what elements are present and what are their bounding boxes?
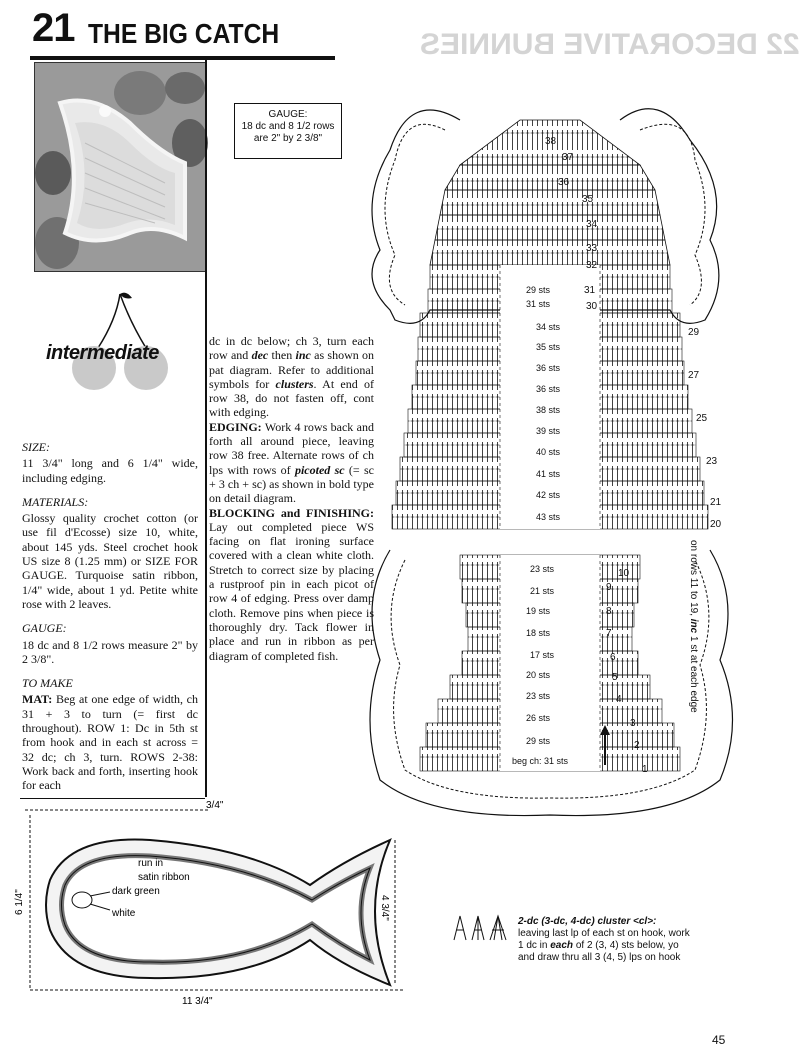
legend-text-2: of 2 (3, 4) sts below, yo and draw thru all 3 (4, 5) lps on hook <box>518 940 681 963</box>
diagram-sts-label: 21 sts <box>530 586 555 596</box>
inc-term: inc <box>295 348 311 363</box>
page-number: 45 <box>712 1033 726 1047</box>
ribbon-label-2: satin ribbon <box>138 872 190 883</box>
diagram-sts-label: 35 sts <box>536 342 561 352</box>
materials-text: Glossy quality crochet cotton (or use fil d'Ecosse) size 10, white, about 145 yds. Steel crochet hook US size 8 (1.25 mm) or SIZE FOR GAUGE. Turquoise satin ribbon, 1/4" wide, about 1 yd. Petite white rose with 2 leaves. <box>22 511 198 611</box>
diagram-sts-label: 36 sts <box>536 384 561 394</box>
size-heading: SIZE: <box>22 440 50 454</box>
legend-text-1: leaving last lp of each st on hook, work 1 dc in <box>518 928 690 951</box>
photo-illustration <box>35 63 205 271</box>
diagram-row-label: 2 <box>634 740 640 751</box>
diagram-row-label: 25 <box>696 413 708 424</box>
diagram-sts-label: 23 sts <box>530 564 555 574</box>
instr-text-2: then <box>271 348 293 363</box>
pattern-number: 21 <box>32 6 75 50</box>
mat-text: Beg at one edge of width, ch 31 + 3 to turn (= first dc throughout). ROW 1: Dc in 5th st from hook and in each st across = 32 dc; ch 3, turn. ROWS 2-38: Work back and forth, inserting hook for each <box>22 692 199 793</box>
mat-paragraph <box>22 692 198 792</box>
diagram-row-37: 37 <box>562 152 574 163</box>
blocking-text: Lay out completed piece WS facing on flat ironing surface covered with a clean white cloth. Stretch to correct size by placing a rustproof pin in each picot of row 4 of edging. Press over damp cloth. Remove pins when piece is thoroughly dry. Tack flower in place and run in ribbon as per diagram of completed fish. <box>209 519 374 663</box>
gauge-box-label: GAUGE: <box>268 109 308 120</box>
diagram-sts-label: 43 sts <box>536 512 561 522</box>
diagram-sts-label: 29 sts <box>526 736 551 746</box>
diagram-sts-label: 26 sts <box>526 713 551 723</box>
diagram-row-label: 23 <box>706 456 718 467</box>
gauge-text: 18 dc and 8 1/2 rows measure 2" by 2 3/8". <box>22 637 198 666</box>
instr-text-3: as shown on pat diagram. Refer to additional symbols for <box>209 348 375 391</box>
diagram-row-36: 36 <box>558 177 570 188</box>
to-make-heading: TO MAKE <box>22 676 73 691</box>
diagram-row-label: 6 <box>610 652 616 663</box>
instr-text-4: . At end of row 38, do not fasten off, cont with edging. <box>209 376 374 420</box>
edging-label: EDGING: <box>209 419 262 434</box>
ribbon-label-1: run in <box>138 858 164 869</box>
diagram-sts-label: 41 sts <box>536 469 561 479</box>
diagram-sts-label: 42 sts <box>536 490 561 500</box>
diagram-row-label: 10 <box>618 568 630 579</box>
diagram-row-label: 5 <box>612 672 618 683</box>
side-note <box>688 540 699 713</box>
gauge-heading: GAUGE: <box>22 621 67 636</box>
blocking-label: BLOCKING and FINISHING: <box>209 505 374 520</box>
gauge-box-line1: 18 dc and 8 1/2 rows <box>241 121 335 132</box>
cherry-icon <box>58 290 208 390</box>
diagram-row-label: 8 <box>606 606 612 617</box>
diagram-row-label: 21 <box>710 497 722 508</box>
diagram-sts-label: 39 sts <box>536 426 561 436</box>
white-label: white <box>112 908 136 919</box>
gauge-box <box>234 103 342 159</box>
legend-each: each <box>550 940 574 951</box>
diagram-row-34: 34 <box>586 219 598 230</box>
height-dimension: 6 1/4" <box>14 889 25 915</box>
diagram-sts-label: 20 sts <box>526 670 551 680</box>
column-divider <box>205 60 207 797</box>
diagram-row-33: 33 <box>586 243 598 254</box>
diagram-row-label: 1 <box>642 764 648 775</box>
top-dimension: 3/4" <box>206 800 224 811</box>
mat-label: MAT: <box>22 692 53 707</box>
diagram-sts-label: beg ch: 31 sts <box>512 756 569 766</box>
diagram-sts-label: 19 sts <box>526 606 551 616</box>
materials-heading: MATERIALS: <box>22 494 89 509</box>
diagram-row-32: 32 <box>586 260 598 271</box>
instr-text-1: dc in dc below; ch 3, turn each row and <box>209 334 374 363</box>
clusters-term: clusters <box>275 376 314 391</box>
side-note-inc: inc <box>688 618 699 634</box>
pattern-title: THE BIG CATCH <box>88 18 280 49</box>
edging-text-1: Work 4 rows back and forth all around piece, leaving row 38 free. Alternate rows of ch lps with rows of <box>209 419 374 477</box>
product-photo <box>34 62 206 272</box>
diagram-row-label: 4 <box>616 694 622 705</box>
diagram-row-label: 27 <box>688 370 700 381</box>
diagram-sts-label: 36 sts <box>536 363 561 373</box>
show-through-heading: 22 DECORATIVE BUNNIES <box>420 28 800 61</box>
diagram-row-label: 29 <box>688 327 700 338</box>
skill-level: intermediate <box>46 342 159 364</box>
picoted-term: picoted sc <box>294 462 345 477</box>
dec-term: dec <box>251 348 269 363</box>
crochet-diagram <box>350 80 750 840</box>
cluster-symbols-icon <box>452 912 514 942</box>
gauge-box-line2: are 2" by 2 3/8" <box>253 133 323 144</box>
diagram-sts-label: 31 sts <box>526 299 551 309</box>
size-text: 11 3/4" long and 6 1/4" wide, including edging. <box>22 456 198 485</box>
side-note-line2: 1 st at each edge <box>688 636 699 713</box>
left-column <box>22 430 198 802</box>
diagram-sts-label: 23 sts <box>526 691 551 701</box>
width-dimension: 11 3/4" <box>182 996 213 1007</box>
diagram-row-label: 9 <box>606 582 612 593</box>
diagram-sts-label: 17 sts <box>530 650 555 660</box>
edging-text-2: (= sc + 3 ch + sc) as shown in bold type on detail diagram. <box>209 462 375 506</box>
legend <box>518 916 698 964</box>
diagram-row-38: 38 <box>545 136 557 147</box>
side-note-line1: on rows 11 to 19, <box>688 540 699 616</box>
legend-text <box>518 928 698 964</box>
diagram-sts-label: 18 sts <box>526 628 551 638</box>
diagram-sts-label: 38 sts <box>536 405 561 415</box>
diagram-row-label: 3 <box>630 718 636 729</box>
diagram-row-label: 7 <box>606 628 612 639</box>
diagram-row-35: 35 <box>582 194 594 205</box>
diagram-row-label: 30 <box>586 301 598 312</box>
fish-outline-diagram <box>10 800 400 1015</box>
diagram-sts-label: 34 sts <box>536 322 561 332</box>
green-label: dark green <box>112 886 160 897</box>
tail-dimension: 4 3/4" <box>379 895 390 921</box>
legend-title: 2-dc (3-dc, 4-dc) cluster <cl>: <box>518 916 657 927</box>
diagram-row-label: 20 <box>710 519 722 530</box>
diagram-sts-label: 40 sts <box>536 447 561 457</box>
diagram-sts-label: 29 sts <box>526 285 551 295</box>
diagram-row-label: 31 <box>584 285 596 296</box>
